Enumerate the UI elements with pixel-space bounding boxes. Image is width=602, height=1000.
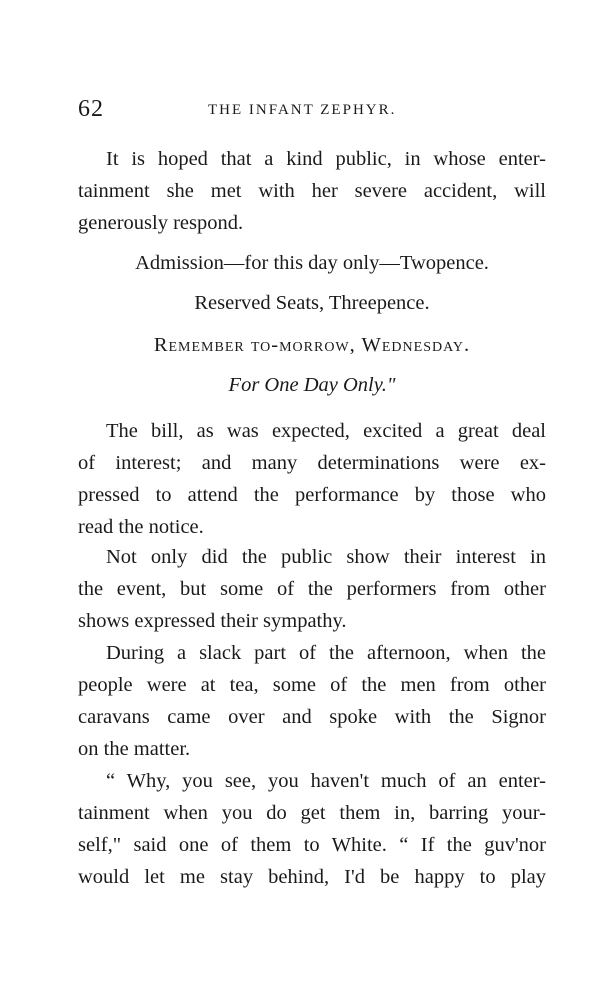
text-line: of interest; and many determinations were ex- <box>78 452 546 474</box>
text-line: self," said one of them to White. “ If the guv'nor <box>78 834 546 856</box>
text-line: “ Why, you see, you haven't much of an enter- <box>106 770 546 792</box>
page-header <box>78 96 548 126</box>
text-line: The bill, as was expected, excited a great deal <box>106 420 546 442</box>
text-line: tainment she met with her severe accident, will <box>78 180 546 202</box>
text-line: generously respond. <box>78 212 244 234</box>
text-line: people were at tea, some of the men from other <box>78 674 546 696</box>
notice-admission: Admission—for this day only—Twopence. <box>135 252 489 274</box>
notice-remember: Remember to-morrow, Wednesday. <box>153 334 471 356</box>
text-line: the event, but some of the performers from other <box>78 578 546 600</box>
running-title: THE INFANT ZEPHYR. <box>208 102 397 118</box>
notice-reserved-seats: Reserved Seats, Threepence. <box>194 292 430 314</box>
text-line: caravans came over and spoke with the Signor <box>78 706 546 728</box>
text-line: pressed to attend the performance by those who <box>78 484 546 506</box>
text-line: tainment when you do get them in, barring your- <box>78 802 546 824</box>
text-line: shows expressed their sympathy. <box>78 610 347 632</box>
text-line: on the matter. <box>78 738 191 760</box>
text-line: read the notice. <box>78 516 204 538</box>
text-line: would let me stay behind, I'd be happy to play <box>78 866 546 888</box>
text-line: Not only did the public show their interest in <box>106 546 546 568</box>
text-line: It is hoped that a kind public, in whose enter- <box>106 148 546 170</box>
text-line: During a slack part of the afternoon, when the <box>106 642 546 664</box>
page-number: 62 <box>78 96 104 122</box>
notice-one-day: For One Day Only." <box>228 374 396 396</box>
